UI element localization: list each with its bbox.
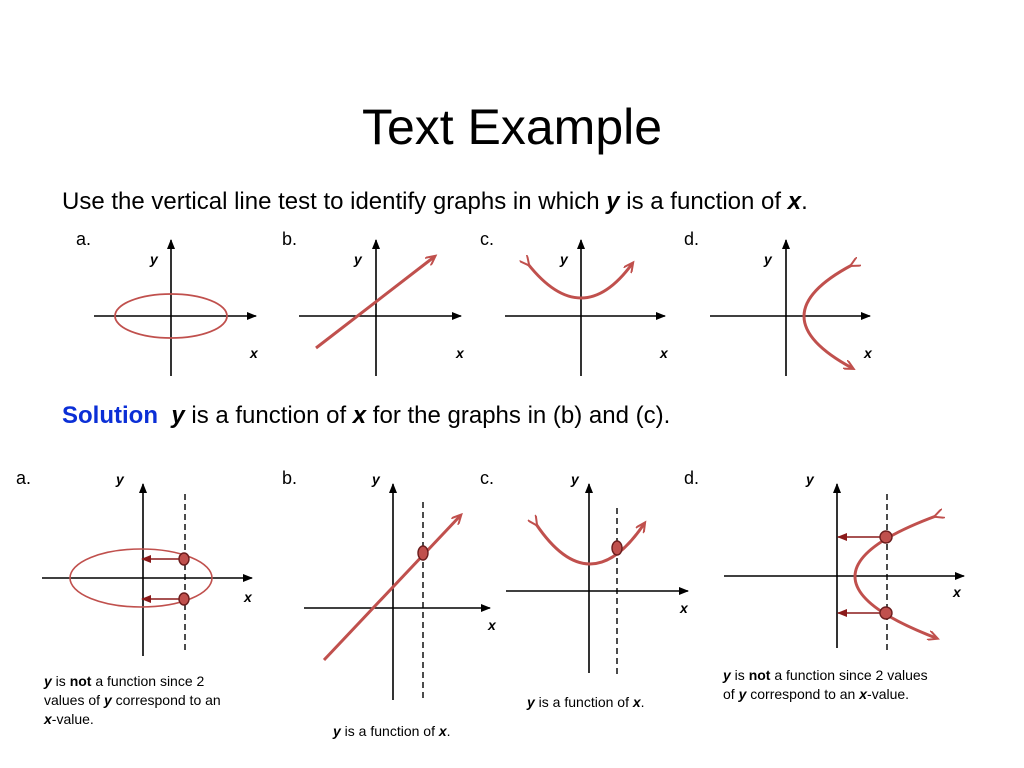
intro-middle: is a function of — [619, 188, 788, 215]
solution-y: y — [171, 402, 185, 429]
caption-a-rest1: a function since 2 — [91, 673, 205, 689]
top-label-a: a. — [76, 229, 92, 249]
caption-d — [723, 666, 993, 704]
y-axis-label: y — [354, 251, 362, 267]
caption-b-middle: is a function of — [340, 723, 439, 739]
bottom-label-b: b. — [282, 468, 298, 488]
bottom-graph-d — [724, 471, 964, 652]
top-label-b: b. — [282, 229, 298, 249]
caption-b-end: . — [446, 723, 451, 739]
caption-d-not: not — [748, 667, 771, 683]
intersection-point — [880, 607, 892, 619]
intro-y: y — [606, 188, 620, 215]
caption-d-is: is — [730, 667, 749, 683]
caption-c-x: x — [632, 694, 641, 710]
caption-c-end: . — [640, 694, 645, 710]
bottom-label-c: c. — [480, 468, 495, 488]
line-curve — [324, 516, 460, 660]
solution-x: x — [352, 402, 367, 429]
caption-a — [44, 672, 274, 729]
top-graph-a — [94, 240, 259, 376]
top-graph-c — [505, 240, 669, 376]
caption-a-values-of: values of — [44, 692, 104, 708]
bottom-label-d: d. — [684, 468, 700, 488]
x-axis-label: x — [680, 600, 688, 616]
top-label-d: d. — [684, 229, 700, 249]
caption-d-rest3: -value. — [867, 686, 910, 702]
intro-before: Use the vertical line test to identify graphs in which — [62, 188, 607, 215]
bottom-graph-a — [42, 471, 253, 656]
x-axis-label: x — [244, 589, 252, 605]
y-axis-label: y — [560, 251, 568, 267]
caption-a-not: not — [69, 673, 92, 689]
caption-d-x: x — [859, 686, 868, 702]
y-axis-label: y — [116, 471, 124, 487]
intro-end: . — [801, 188, 808, 215]
line-curve — [316, 257, 434, 348]
caption-c-middle: is a function of — [534, 694, 633, 710]
intersection-point — [418, 546, 428, 560]
slide-title: Text Example — [361, 99, 663, 155]
solution-end: for the graphs in (b) and (c). — [366, 402, 671, 429]
top-graph-b — [299, 240, 465, 376]
solution-label: Solution — [62, 402, 158, 429]
caption-b — [333, 722, 451, 741]
x-axis-label: x — [456, 345, 464, 361]
caption-a-rest3: -value. — [51, 711, 94, 727]
top-label-c: c. — [480, 229, 495, 249]
caption-a-x: x — [44, 711, 52, 727]
caption-d-rest2: correspond to an — [746, 686, 860, 702]
bottom-graph-b — [304, 471, 497, 700]
x-axis-label: x — [953, 584, 961, 600]
caption-c-y: y — [527, 694, 535, 710]
bottom-graph-c — [506, 471, 689, 678]
caption-d-y: y — [723, 667, 731, 683]
caption-b-x: x — [438, 723, 447, 739]
y-axis-label: y — [150, 251, 158, 267]
parabola-curve — [536, 524, 644, 564]
x-axis-label: x — [864, 345, 872, 361]
caption-d-rest1: a function since 2 values — [770, 667, 928, 683]
y-axis-label: y — [764, 251, 772, 267]
intro-x: x — [787, 188, 802, 215]
y-axis-label: y — [571, 471, 579, 487]
caption-a-is: is — [51, 673, 70, 689]
caption-a-rest2: correspond to an — [111, 692, 221, 708]
y-axis-label: y — [372, 471, 380, 487]
caption-b-y: y — [333, 723, 341, 739]
x-axis-label: x — [660, 345, 668, 361]
sideways-parabola-curve — [855, 516, 936, 638]
caption-d-of: of — [723, 686, 739, 702]
bottom-label-a: a. — [16, 468, 32, 488]
solution-middle: is a function of — [184, 402, 353, 429]
caption-c — [527, 693, 645, 712]
intersection-point — [179, 593, 189, 605]
y-axis-label: y — [806, 471, 814, 487]
intersection-point — [179, 553, 189, 565]
parabola-curve — [528, 264, 632, 298]
caption-a-y: y — [44, 673, 52, 689]
intersection-point — [612, 541, 622, 555]
caption-d-y2: y — [738, 686, 747, 702]
intersection-point — [880, 531, 892, 543]
caption-a-y2: y — [103, 692, 112, 708]
top-graph-d — [710, 240, 873, 376]
x-axis-label: x — [250, 345, 258, 361]
x-axis-label: x — [488, 617, 496, 633]
